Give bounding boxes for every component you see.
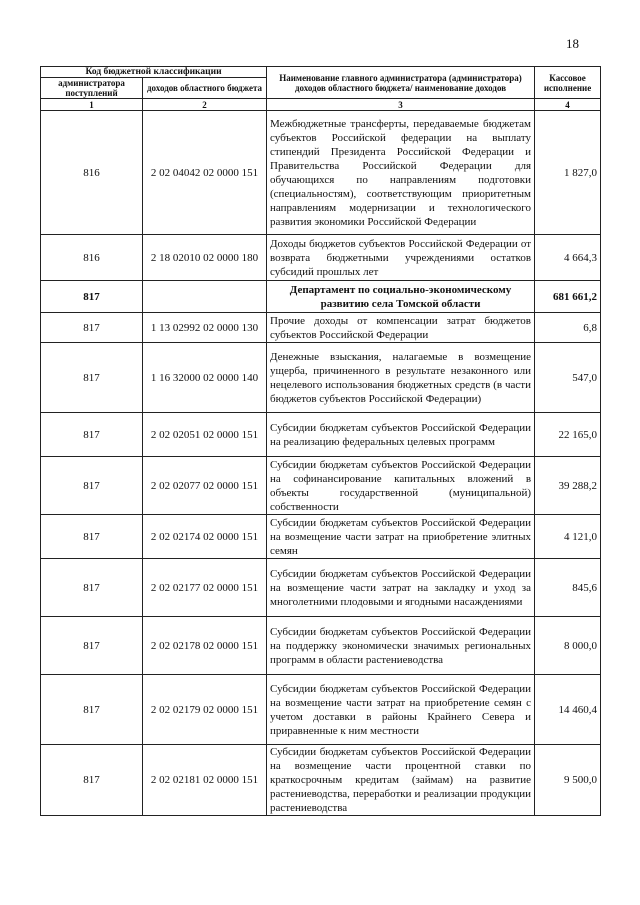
revenue-code: 2 02 02077 02 0000 151 [143,457,267,515]
revenue-name: Субсидии бюджетам субъектов Российской Федерации на поддержку экономически значимых региональных программ в области растениеводства [267,617,535,675]
page-number: 18 [566,36,579,51]
revenue-code: 2 02 04042 02 0000 151 [143,111,267,235]
revenue-code: 2 02 02178 02 0000 151 [143,617,267,675]
amount: 22 165,0 [535,413,601,457]
column-number: 2 [143,99,267,111]
department-total: 681 661,2 [535,281,601,313]
revenue-name: Субсидии бюджетам субъектов Российской Федерации на возмещение части затрат на приобретение элитных семян [267,515,535,559]
table-row [41,745,601,816]
revenue-table [40,66,601,816]
amount: 6,8 [535,313,601,343]
amount-column-header: Кассовое исполнение [535,67,601,99]
revenue-name: Субсидии бюджетам субъектов Российской Федерации на возмещение части затрат на приобретение семян с учетом доставки в районы Крайнего Севера и приравненные к ним местности [267,675,535,745]
admin-code: 817 [41,281,143,313]
revenue-code: 1 16 32000 02 0000 140 [143,343,267,413]
revenue-name: Субсидии бюджетам субъектов Российской Федерации на возмещение части затрат на закладку и уход за многолетними плодовыми и ягодными насаждениями [267,559,535,617]
revenue-name: Прочие доходы от компенсации затрат бюджетов субъектов Российской Федерации [267,313,535,343]
revenue-name: Субсидии бюджетам субъектов Российской Федерации на реализацию федеральных целевых программ [267,413,535,457]
revenue-code: 2 02 02177 02 0000 151 [143,559,267,617]
column-number: 4 [535,99,601,111]
table-row [41,413,601,457]
table-row [41,675,601,745]
admin-code: 817 [41,343,143,413]
revenue-name: Субсидии бюджетам субъектов Российской Федерации на возмещение части процентной ставки по краткосрочным кредитам (займам) на развитие растениеводства, переработки и реализации продукции растениеводства [267,745,535,816]
admin-code: 816 [41,235,143,281]
admin-code: 817 [41,675,143,745]
name-column-header: Наименование главного администратора (администратора) доходов областного бюджета/ наименование доходов [267,67,535,99]
amount: 14 460,4 [535,675,601,745]
amount: 1 827,0 [535,111,601,235]
table-row [41,457,601,515]
table-row [41,235,601,281]
admin-code: 816 [41,111,143,235]
admin-code: 817 [41,313,143,343]
code-column-header: доходов областного бюджета [143,78,267,99]
admin-code: 817 [41,559,143,617]
revenue-name: Денежные взыскания, налагаемые в возмещение ущерба, причиненного в результате незаконного или нецелевого использования бюджетных средств (в части бюджетов субъектов Российской Федерации) [267,343,535,413]
admin-code: 817 [41,413,143,457]
amount: 8 000,0 [535,617,601,675]
revenue-name: Доходы бюджетов субъектов Российской Федерации от возврата бюджетными учреждениями остатков субсидий прошлых лет [267,235,535,281]
amount: 9 500,0 [535,745,601,816]
table-row [41,559,601,617]
table-row [41,515,601,559]
revenue-code: 2 02 02174 02 0000 151 [143,515,267,559]
revenue-code: 2 02 02181 02 0000 151 [143,745,267,816]
classification-group-header: Код бюджетной классификации [41,67,267,78]
column-number: 3 [267,99,535,111]
admin-column-header: администратора поступлений [41,78,143,99]
revenue-code: 2 02 02051 02 0000 151 [143,413,267,457]
amount: 547,0 [535,343,601,413]
admin-code: 817 [41,745,143,816]
amount: 4 121,0 [535,515,601,559]
revenue-name: Межбюджетные трансферты, передаваемые бюджетам субъектов Российской федерации на выплату стипендий Президента Российской Федерации и Правительства Российской Федерации для обучающихся по направлениям подготовки (специальностям), соответствующим приоритетным направлениям модернизации и технологического развития экономики Российской Федерации [267,111,535,235]
revenue-code: 2 02 02179 02 0000 151 [143,675,267,745]
admin-code: 817 [41,617,143,675]
table-row [41,313,601,343]
admin-code: 817 [41,515,143,559]
department-name: Департамент по социально-экономическому развитию села Томской области [267,281,535,313]
amount: 4 664,3 [535,235,601,281]
column-number: 1 [41,99,143,111]
table-row [41,111,601,235]
amount: 845,6 [535,559,601,617]
admin-code: 817 [41,457,143,515]
table-row [41,617,601,675]
revenue-code [143,281,267,313]
amount: 39 288,2 [535,457,601,515]
department-row [41,281,601,313]
revenue-code: 2 18 02010 02 0000 180 [143,235,267,281]
revenue-name: Субсидии бюджетам субъектов Российской Федерации на софинансирование капитальных вложений в объекты государственной (муниципальной) собственности [267,457,535,515]
table-row [41,343,601,413]
revenue-code: 1 13 02992 02 0000 130 [143,313,267,343]
